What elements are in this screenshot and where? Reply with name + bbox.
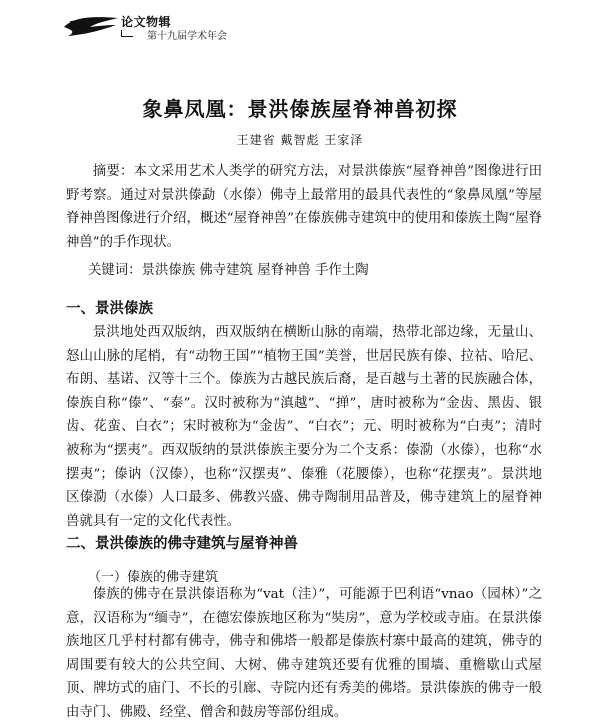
journal-brand: 论文物辑 [121,15,172,29]
section-2-heading: 二、景洪傣族的佛寺建筑与屋脊神兽 [66,536,298,552]
subsection-heading: （一）傣族的佛寺建筑 [88,570,219,585]
paper-title: 象鼻凤凰：景洪傣族屋脊神兽初探 [142,97,458,121]
paper-authors: 王建省 戴智彪 王家泽 [236,133,364,147]
header-divider [121,30,133,37]
section-1-heading: 一、景洪傣族 [66,301,153,317]
keywords: 关键词：景洪傣族 佛寺建筑 屋脊神兽 手作土陶 [88,263,369,278]
abstract-paragraph: 摘要：本文采用艺术人类学的研究方法，对景洪傣族“屋脊神兽”图像进行田野考察。通过对景洪傣勐（水傣）佛寺上最常用的最具代表性的“象鼻凤凰”等屋脊神兽图像进行介绍，概述“屋脊神兽”在傣族佛寺建筑中的使用和傣族土陶“屋脊神兽”的手作现状。 [66,164,542,250]
section-2-body: 傣族的佛寺在景洪傣语称为“vat（洼）”，可能源于巴利语“vnao（园林）”之意，汉语称为“缅寺”，在德宏傣族地区称为“奘房”，意为学校或寺庙。在景洪傣族地区几乎村村都有佛寺，佛寺和佛塔一般都是傣族村寨中最高的建筑，佛寺的周围要有较大的公共空间、大树、佛寺建筑还要有优雅的围墙、重檐歇山式屋顶、牌坊式的庙门、不长的引廊、寺院内还有秀美的佛塔。景洪傣族的佛寺一般由寺门、佛殿、经堂、僧舍和鼓房等部份组成。 [66,587,542,720]
journal-logo-icon [62,14,120,40]
section-1-body: 景洪地处西双版纳，西双版纳在横断山脉的南端，热带北部边缘，无量山、怒山山脉的尾梢，有“动物王国”“植物王国”美誉，世居民族有傣、拉祜、哈尼、布朗、基诺、汉等十三个。傣族为古越民族后裔，是百越与土著的民族融合体，傣族自称“傣”、“泰”。汉时被称为“滇越”、“掸”，唐时被称为“金齿、黑齿、银齿、花蛮、白衣”；宋时被称为“金齿”、“白衣”；元、明时被称为“白夷”；清时被称为“摆夷”。西双版纳的景洪傣族主要分为二个支系：傣泐（水傣），也称“水摆夷”；傣讷（汉傣），也称“汉摆夷”、傣雅（花腰傣），也称“花摆夷”。景洪地区傣泐（水傣）人口最多、佛教兴盛、佛寺陶制用品普及，佛寺建筑上的屋脊神兽就具有一定的文化代表性。 [66,325,542,529]
conference-label: 第十九届学术年会 [147,31,227,42]
